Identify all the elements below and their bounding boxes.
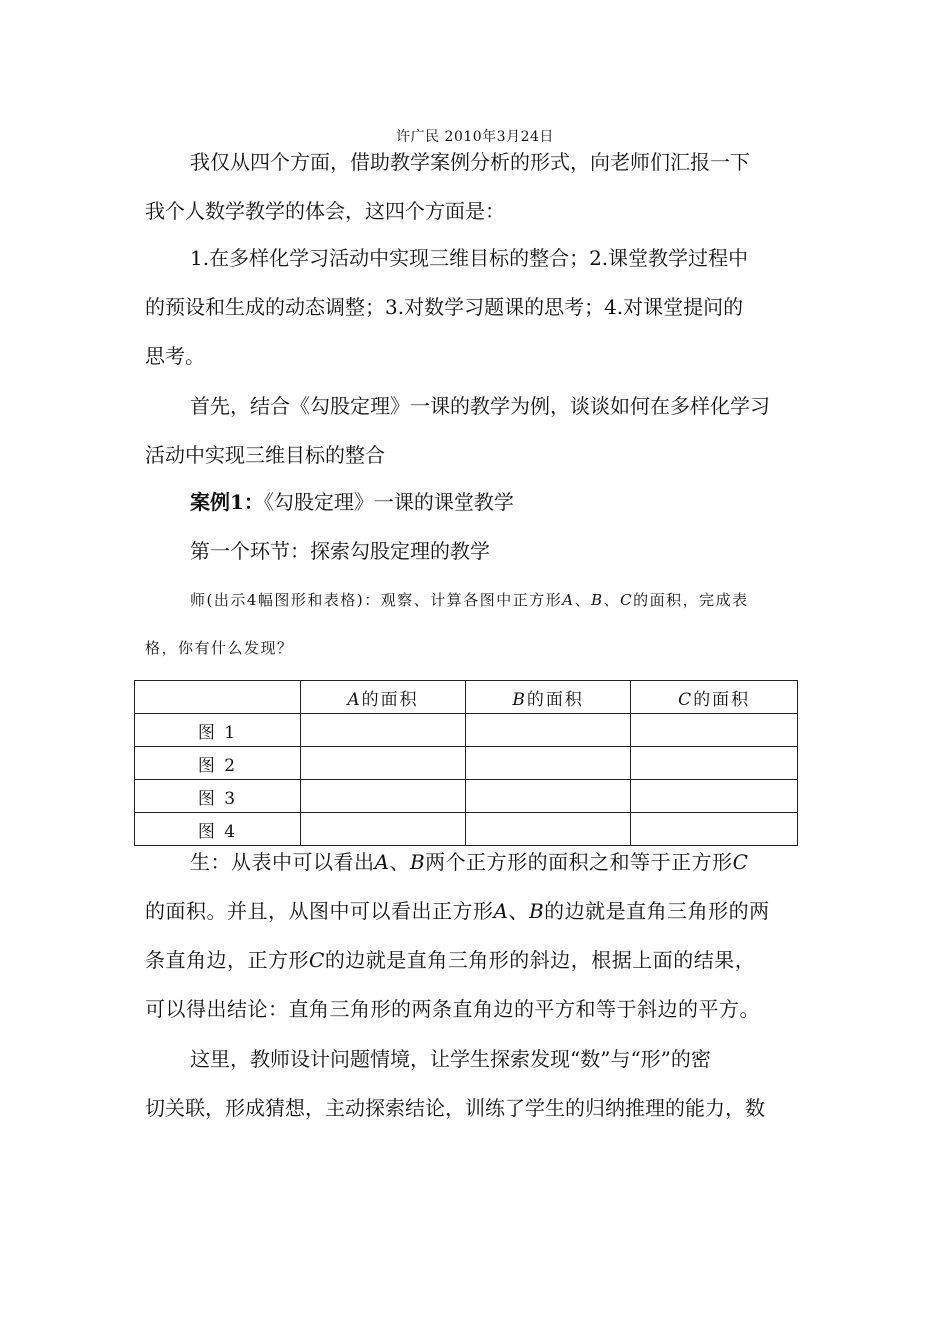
student-var-c: C [309, 948, 325, 972]
student-var-b: B [409, 850, 426, 874]
teacher-var-b: B [591, 591, 604, 609]
table-header-cell: A的面积 [301, 681, 466, 714]
teacher-var-c: C [620, 591, 634, 609]
case-heading [145, 478, 810, 527]
table-header-cell [135, 681, 301, 714]
table-row [135, 747, 798, 780]
table-row [135, 780, 798, 813]
intro-line-2: 我个人数学教学的体会，这四个方面是： [145, 199, 505, 223]
row-label: 图 3 [135, 780, 301, 813]
student-var-a: A [374, 850, 390, 874]
table-cell [631, 747, 798, 780]
first-line-2: 活动中实现三维目标的整合 [145, 443, 385, 467]
aspects-line-3: 思考。 [145, 344, 205, 368]
teacher-line-2: 格，你有什么发现？ [145, 639, 294, 657]
intro-line-1: 我仅从四个方面，借助教学案例分析的形式，向老师们汇报一下 [190, 150, 750, 174]
teacher-var-a: A [562, 591, 575, 609]
intro-paragraph [145, 138, 810, 236]
student-l1-b: 两个正方形的面积之和等于正方形 [425, 850, 733, 874]
stage-text: 第一个环节：探索勾股定理的教学 [190, 539, 490, 563]
table-header-cell: B的面积 [465, 681, 630, 714]
table-cell [465, 780, 630, 813]
table-cell [465, 747, 630, 780]
teacher-paragraph [145, 580, 810, 668]
table-cell [301, 780, 466, 813]
case-title: 《勾股定理》一课的课堂教学 [263, 490, 514, 514]
table-cell [631, 780, 798, 813]
area-table [134, 680, 798, 846]
summary-line-2: 切关联，形成猜想，主动探索结论，训练了学生的归纳推理的能力，数 [145, 1096, 765, 1120]
student-sep: 、 [508, 899, 529, 923]
teacher-sep-1: 、 [574, 591, 592, 609]
summary-paragraph [145, 1035, 810, 1133]
student-sep: 、 [389, 850, 410, 874]
first-paragraph [145, 382, 810, 480]
row-label: 图 1 [135, 714, 301, 747]
table-header-cell: C的面积 [631, 681, 798, 714]
stage-heading [145, 527, 810, 576]
table-header-row [135, 681, 798, 714]
table-cell [465, 714, 630, 747]
case-label: 案例1： [190, 490, 264, 514]
first-line-1: 首先，结合《勾股定理》一课的教学为例，谈谈如何在多样化学习 [190, 394, 770, 418]
author-date-line: 许广民 2010年3月24日 [396, 129, 554, 145]
aspects-line-2: 的预设和生成的动态调整；3.对数学习题课的思考；4.对课堂提问的 [145, 295, 744, 319]
summary-line-1: 这里，教师设计问题情境，让学生探索发现“数”与“形”的密 [190, 1047, 711, 1071]
teacher-suffix: 的面积，完成表 [633, 591, 749, 609]
aspects-line-1: 1.在多样化学习活动中实现三维目标的整合；2.课堂教学过程中 [190, 246, 749, 270]
teacher-sep-2: 、 [603, 591, 621, 609]
student-var-a: A [493, 899, 509, 923]
student-l3-b: 的边就是直角三角形的斜边，根据上面的结果， [324, 948, 756, 972]
student-l4: 可以得出结论：直角三角形的两条直角边的平方和等于斜边的平方。 [145, 997, 760, 1021]
student-var-c: C [732, 850, 749, 874]
teacher-prefix: 师(出示4幅图形和表格)：观察、计算各图中正方形 [190, 591, 563, 609]
student-l2-b: 的边就是直角三角形的两 [544, 899, 770, 923]
aspects-paragraph [145, 234, 810, 381]
row-label: 图 4 [135, 813, 301, 846]
student-paragraph [145, 838, 810, 1034]
table-row [135, 714, 798, 747]
student-l2-a: 的面积。并且，从图中可以看出正方形 [145, 899, 494, 923]
student-l1-a: 生：从表中可以看出 [190, 850, 375, 874]
table-cell [301, 747, 466, 780]
student-l3-a: 条直角边，正方形 [145, 948, 309, 972]
student-var-b: B [528, 899, 545, 923]
table-cell [631, 714, 798, 747]
table-cell [301, 714, 466, 747]
row-label: 图 2 [135, 747, 301, 780]
